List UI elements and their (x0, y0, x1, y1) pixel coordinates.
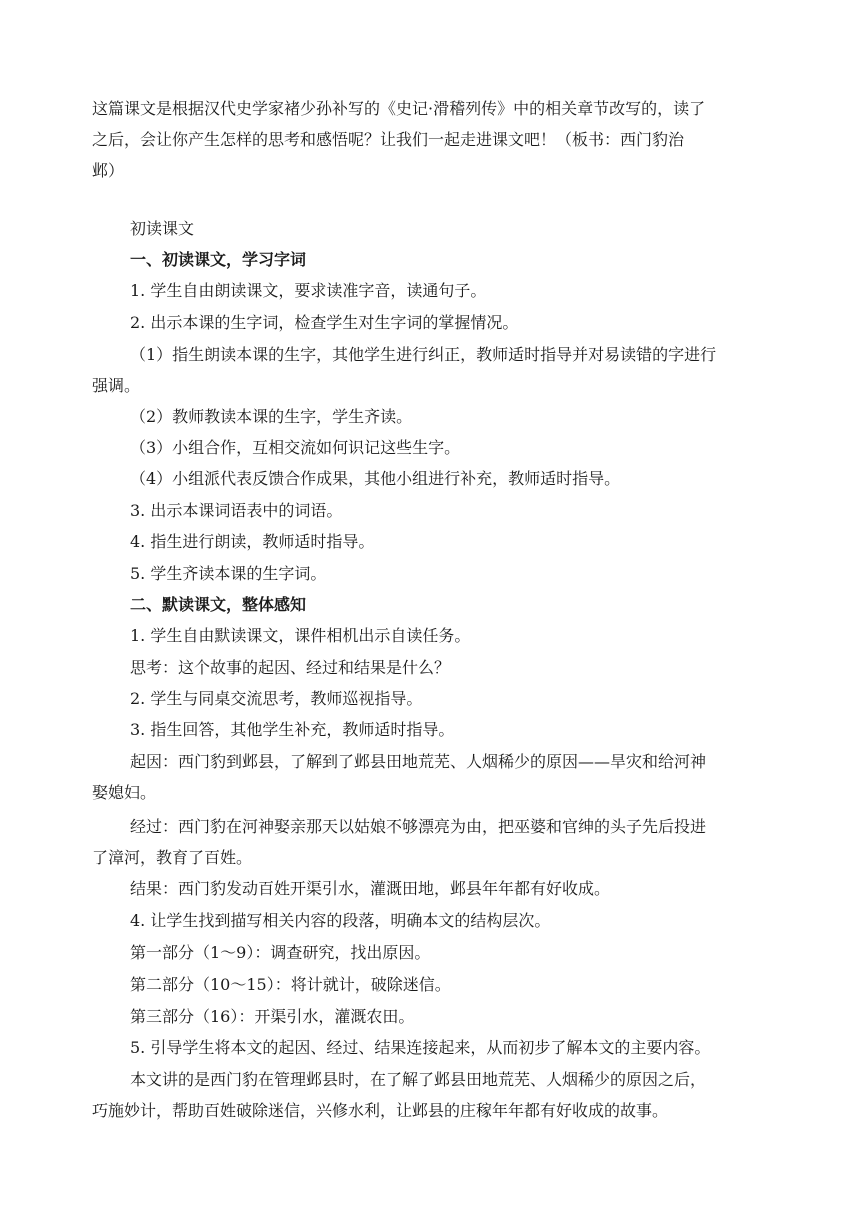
part2-sec-3: 第三部分（16）：开渠引水，灌溉农田。 (130, 1007, 415, 1026)
part2-item-5: 5. 引导学生将本文的起因、经过、结果连接起来，从而初步了解本文的主要内容。 (130, 1038, 711, 1057)
part2-item-1: 1. 学生自由默读课文，课件相机出示自读任务。 (130, 626, 471, 645)
part2-result: 结果：西门豹发动百姓开渠引水，灌溉田地，邺县年年都有好收成。 (130, 879, 611, 898)
part1-sub-2: （2）教师教读本课的生字，学生齐读。 (130, 407, 413, 426)
part2-think: 思考：这个故事的起因、经过和结果是什么？ (130, 658, 451, 677)
part2-cause-line-2: 娶媳妇。 (92, 783, 157, 802)
part2-item-4: 4. 让学生找到描写相关内容的段落，明确本文的结构层次。 (130, 911, 551, 930)
intro-line-3: 邺） (92, 161, 125, 180)
part1-sub-4: （4）小组派代表反馈合作成果，其他小组进行补充，教师适时指导。 (130, 469, 621, 488)
part1-sub-3: （3）小组合作，互相交流如何识记这些生字。 (130, 438, 461, 457)
part1-item-1: 1. 学生自由朗读课文，要求读准字音，读通句子。 (130, 281, 487, 300)
part1-item-2: 2. 出示本课的生字词，检查学生对生字词的掌握情况。 (130, 313, 519, 332)
part2-summary-line-2: 巧施妙计，帮助百姓破除迷信，兴修水利，让邺县的庄稼年年都有好收成的故事。 (92, 1101, 669, 1120)
part1-sub-1-line-2: 强调。 (92, 376, 141, 395)
part2-process-line-2: 了漳河，教育了百姓。 (92, 848, 253, 867)
part2-process-line-1: 经过：西门豹在河神娶亲那天以姑娘不够漂亮为由，把巫婆和官绅的头子先后投进 (130, 817, 707, 836)
part1-heading: 一、初读课文，学习字词 (130, 250, 307, 269)
part2-sec-2: 第二部分（10～15）：将计就计，破除迷信。 (130, 975, 451, 994)
part2-item-3: 3. 指生回答，其他学生补充，教师适时指导。 (130, 720, 455, 739)
part2-item-2: 2. 学生与同桌交流思考，教师巡视指导。 (130, 689, 423, 708)
part2-heading: 二、默读课文，整体感知 (130, 595, 307, 614)
part2-summary-line-1: 本文讲的是西门豹在管理邺县时，在了解了邺县田地荒芜、人烟稀少的原因之后， (130, 1070, 707, 1089)
part2-cause-line-1: 起因：西门豹到邺县，了解到了邺县田地荒芜、人烟稀少的原因——旱灾和给河神 (130, 752, 707, 771)
part2-sec-1: 第一部分（1～9）：调查研究，找出原因。 (130, 943, 431, 962)
part1-item-4: 4. 指生进行朗读，教师适时指导。 (130, 532, 375, 551)
part1-item-3: 3. 出示本课词语表中的词语。 (130, 501, 343, 520)
intro-line-1: 这篇课文是根据汉代史学家褚少孙补写的《史记·滑稽列传》中的相关章节改写的，读了 (92, 99, 706, 118)
section-label: 初读课文 (130, 219, 195, 238)
part1-item-5: 5. 学生齐读本课的生字词。 (130, 564, 327, 583)
part1-sub-1-line-1: （1）指生朗读本课的生字，其他学生进行纠正，教师适时指导并对易读错的字进行 (130, 345, 717, 364)
intro-line-2: 之后，会让你产生怎样的思考和感悟呢？让我们一起走进课文吧！（板书：西门豹治 (92, 130, 685, 149)
